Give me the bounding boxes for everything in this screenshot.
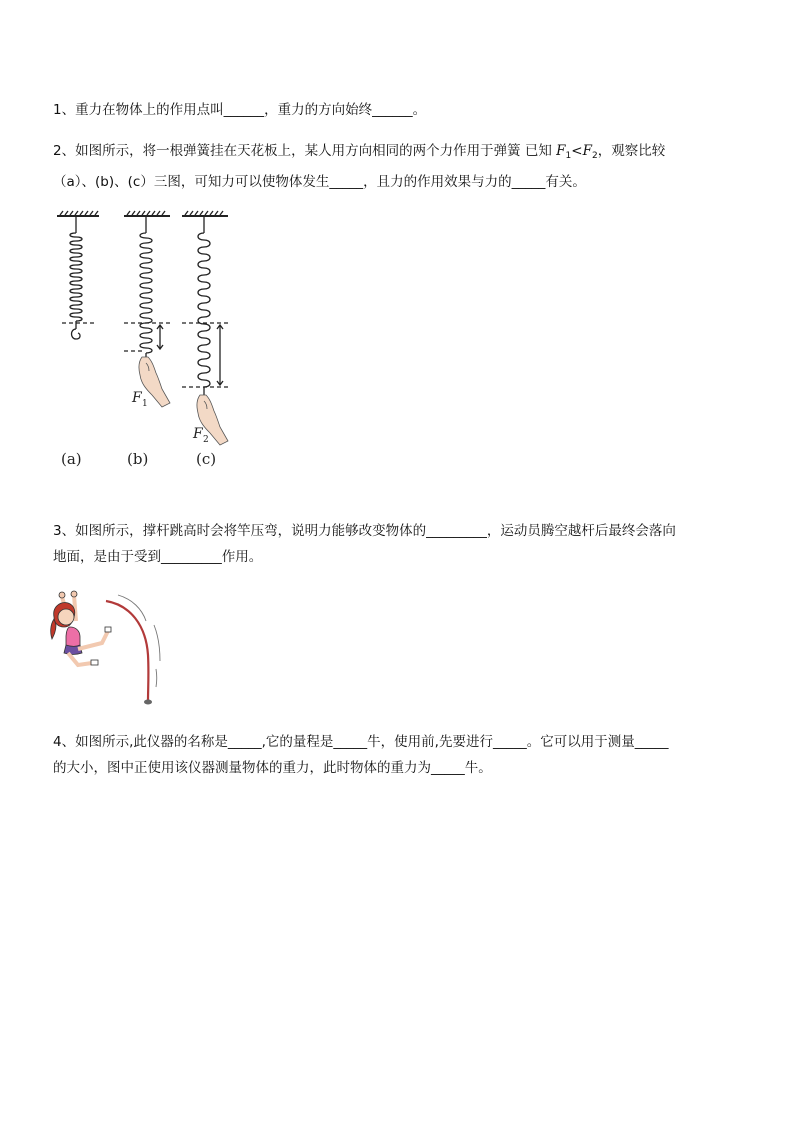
f1-symbol: F	[556, 143, 566, 159]
force-2-label: F	[193, 426, 203, 442]
ceiling-c	[182, 211, 228, 216]
spring-a	[70, 216, 82, 339]
athlete	[51, 591, 111, 665]
spring-b	[140, 216, 152, 357]
ceiling-a	[57, 211, 99, 216]
pole-base	[144, 700, 152, 705]
question-3	[53, 518, 753, 570]
force-1-label: F	[132, 390, 142, 406]
question-3-line-1: 3、如图所示，撑杆跳高时会将竿压弯，说明力能够改变物体的_________，运动员腾空越杆后最终会落向	[53, 523, 676, 539]
caption-c: (c)	[196, 450, 217, 468]
question-2-line-1-pre: 2、如图所示，将一根弹簧挂在天花板上，某人用方向相同的两个力作用于弹簧 已知	[53, 143, 557, 159]
spring-figure	[52, 205, 242, 475]
question-2-line-1-post: ，观察比较	[597, 143, 666, 159]
arrow-c	[217, 325, 223, 385]
spring-c	[198, 216, 210, 395]
pole-vault-figure	[48, 585, 168, 710]
f2-subscript: 2	[591, 151, 598, 161]
question-2-line-2: （a）、(b)、(c）三图，可知力可以使物体发生_____，且力的作用效果与力的_____有关。	[53, 174, 586, 190]
question-1	[53, 97, 753, 123]
question-4-line-2: 的大小，图中正使用该仪器测量物体的重力，此时物体的重力为_____牛。	[53, 760, 492, 776]
force-2-subscript: 2	[203, 435, 209, 445]
question-4	[53, 729, 753, 781]
question-1-text: 1、重力在物体上的作用点叫______，重力的方向始终______。	[53, 102, 427, 118]
question-2	[53, 138, 753, 195]
ceiling-b	[124, 211, 170, 216]
question-3-line-2: 地面，是由于受到_________作用。	[53, 549, 263, 565]
caption-b: (b)	[127, 450, 149, 468]
f1-subscript: 1	[565, 151, 572, 161]
pole	[106, 601, 148, 701]
caption-a: (a)	[61, 450, 82, 468]
f2-symbol: F	[582, 143, 592, 159]
question-2-line-1	[53, 138, 753, 169]
force-1-subscript: 1	[142, 399, 148, 409]
less-than-symbol: <	[571, 143, 583, 159]
question-4-line-1: 4、如图所示,此仪器的名称是_____,它的量程是_____牛，使用前,先要进行_____。它可以用于测量_____	[53, 734, 669, 750]
arrow-b	[157, 325, 163, 349]
